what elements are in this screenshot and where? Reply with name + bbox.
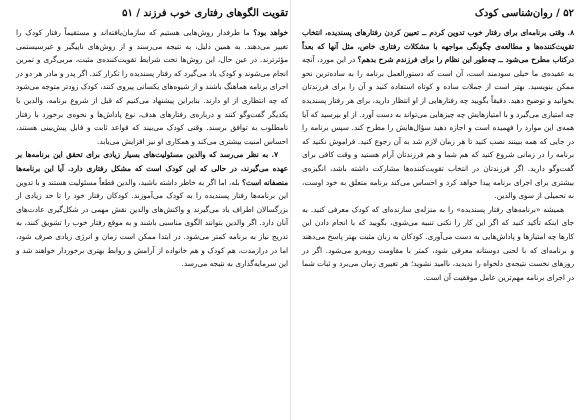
right-page-header: ۵۲ / روان‌شناسی کودک [474, 8, 574, 19]
page-gutter [290, 0, 291, 420]
right-paragraph-2 [302, 203, 574, 285]
answer-8-text: در این مورد، آنچه به عقیده‌ی ما خیلی سودمند است، آن است که دستورالعمل برنامه را به ساده‌ترین نحو ممکن بنویسید. بهتر است از جملات ساده و کوتاه استفاده کنید و آن را برای فرزندتان بخوانید و توضیح دهید. دقیقاً بگویید چه رفتارهایی از او انتظار دارید، برای هر رفتار پسندیده چه امتیازی می‌گیرد و با امتیازهایش چه چیزهایی می‌تواند به دست آورد. از او بپرسید که آیا همه‌ی این موارد را فهمیده است و اجازه دهید سؤال‌هایش را مطرح کند. سپس برنامه را در جایی که همه ببینند نصب کنید تا هر زمان لازم شد به آن رجوع کنید. فراموش نکنید که برنامه را در زمانی شروع کنید که هم شما و هم فرزندتان آرام هستید و وقت کافی برای گفت‌وگو دارید. اگر فرزندتان در انتخاب تقویت‌کننده‌ها مشارکت داشته باشد، انگیزه‌ی بیشتری برای اجرای برنامه پیدا خواهد کرد و احساس می‌کند برنامه متعلق به خود اوست، نه تحمیلی از سوی والدین. [302, 55, 574, 201]
right-paragraph-2-text: همیشه «برنامه‌های رفتار پسندیده» را به منزله‌ی سازنده‌ای که کودک معرفی کنید. به جای اینکه تأکید کنید که اگر این کار را نکنی تنبیه می‌شوی، بگویید که با انجام دادن این کارها چه امتیازها و پاداش‌هایی به دست می‌آوری. کودکان به زبان مثبت بهتر پاسخ می‌دهند و برنامه‌ای که با لحنی دوستانه معرفی شود، کمتر با مقاومت روبه‌رو می‌شود. اگر در روزهای نخست نتیجه‌ی دلخواه را ندیدید، ناامید نشوید؛ هر تغییری زمان می‌برد و ثبات شما در اجرای برنامه مهم‌ترین عامل موفقیت آن است. [302, 204, 574, 282]
right-page [302, 6, 574, 414]
left-paragraph-2 [16, 148, 288, 270]
continued-question-tail: خواهد بود؟ [253, 28, 288, 37]
question-7-heading: ۷. به نظر می‌رسد که والدین مسئولیت‌های بسیار زیادی برای تحقق این برنامه‌ها بر عهده می‌گیرند، در حالی که این کودک است که مشکل رفتاری دارد. آیا این برنامه‌ها منصفانه است؟ [16, 150, 289, 187]
left-page-body [16, 26, 288, 271]
right-page-body [302, 26, 574, 284]
left-page-header: تقویت الگوهای رفتاری خوب فرزند / ۵۱ [122, 8, 288, 19]
answer-7-text: بله، اما اگر به خاطر داشته باشید، والدین قطعاً مسئولیت هستند و با تدوین این برنامه‌ها رفتار پسندیده را به کودک می‌آموزند. کودکان رفتار خود را تا حد زیادی از بزرگسالان اطراف یاد می‌گیرند و واکنش‌های والدین نقش مهمی در شکل‌گیری عادت‌های آنان دارد. اگر والدین بتوانند الگوی مناسبی باشند و به موقع رفتار خوب را تشویق کنند، به تدریج نیاز به برنامه کمتر می‌شود. در ابتدا ممکن است زمان و انرژی زیادی صرف شود، اما در درازمدت، هم کودک و هم خانواده از آرامش و روابط بهتری برخوردار خواهند شد و این سرمایه‌گذاری به نتیجه می‌رسد. [16, 177, 288, 269]
right-paragraph-1 [302, 26, 574, 203]
question-8-heading: ۸. وقتی برنامه‌ای برای رفتار خوب تدوین کردم ــ تعیین کردن رفتارهای پسندیده، انتخاب تقویت‌کننده‌ها و مطالعه‌ی چگونگی مواجهه با مشکلات رفتاری خاص، مثل آنها که بعداً درکتاب مطرح می‌شود ــ چه‌طور این نظام را برای فرزندم شرح بدهم؟ [302, 28, 575, 65]
left-page [16, 6, 288, 414]
left-paragraph-1-text: ما طرفدار روش‌هایی هستیم که سازمان‌یافته‌اند و مستقیماً رفتار کودک را تغییر می‌دهند. به همین دلیل، به نتیجه می‌رسند و از روش‌های ناپیگیر و غیرسیستمی مؤثرترند. در عین حال، این روش‌ها تحت شرایط تقویت‌کننده‌ی مثبت، مربی‌گری و تمرین انجام می‌شوند و کودک یاد می‌گیرد که رفتار پسندیده را تکرار کند. اگر پدر و مادر هر دو در اجرای برنامه هماهنگ باشند و از شیوه‌های یکسانی پیروی کنند، کودک زودتر متوجه می‌شود که چه انتظاری از او دارند. بنابراین پیشنهاد می‌کنیم که قبل از شروع برنامه، والدین با یکدیگر گفت‌وگو کنند و درباره‌ی رفتارهای هدف، نوع پاداش‌ها و نحوه‌ی برخورد با رفتار نامطلوب به توافق برسند. وقتی کودک می‌بیند که قواعد ثابت و قابل پیش‌بینی هستند، احساس امنیت بیشتری می‌کند و همکاری او نیز افزایش می‌یابد. [16, 28, 288, 146]
left-paragraph-1 [16, 26, 288, 148]
